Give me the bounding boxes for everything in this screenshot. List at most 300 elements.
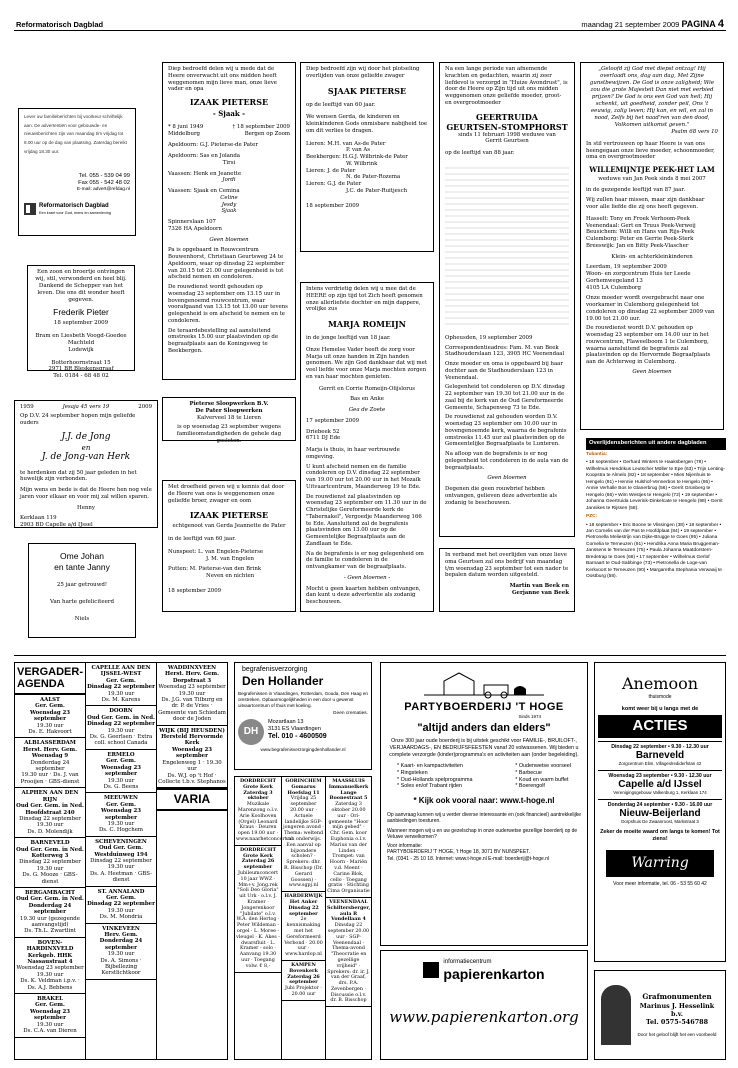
paragraph: De rouwdienst wordt gehouden op woensdag 23 september om 13.15 uur in bovengenoemd rouwcentrum, waar voorafgaand van 13.15 tot 13.00 uur tevens gelegenheid is om afscheid te nemen en te condoleren.: [168, 284, 288, 324]
address: 7326 HA Apeldoorn: [168, 225, 222, 232]
varia-title: VARIA: [157, 788, 227, 811]
varia-details: Jubi Projektor · 20.00 uur: [285, 986, 322, 997]
agenda-congregation: Herv. Gem.: [104, 932, 138, 939]
address: 4105 LA Culemborg: [586, 284, 641, 291]
agenda-speaker: Ds. A. Simons · Bijbellezing Kerstlichtkoor: [100, 957, 142, 977]
agenda-congregation: Ger. Gem.: [106, 895, 136, 901]
obituary: [580, 62, 724, 430]
papier-karton-ad: [380, 950, 588, 1060]
child-name: Frederik Pieter: [53, 307, 109, 318]
agenda-date: Donderdag 24 september: [99, 938, 143, 951]
notice-text: is op woensdag 23 september wegens familieomstandigheden de gehele dag gesloten.: [176, 424, 282, 444]
agenda-place: ERMELO: [107, 751, 135, 758]
ad-text: Wanneer mogen wij u en uw gezelschap in onze ouderwetse gezellige boerderij op de Veluwe verwelkomen?: [387, 827, 578, 840]
relative: Celine: [220, 194, 238, 201]
agenda-place: BOVEN-HARDINXVELD: [26, 939, 74, 953]
paragraph: De rouwdienst zal gehouden worden D.V. woensdag 23 september om 10.00 uur in bovengenoemde kerk, waarna de begrafenis omstreeks 11.45 uur zal plaatsvinden op de Gemeentelijke Begraafplaats te Lunteren.: [445, 414, 567, 448]
ad-text: Voor informatie:: [387, 843, 423, 850]
address: Gorhemwegeland 13: [586, 277, 643, 284]
info-box: [18, 108, 136, 236]
deceased-name: WILLEMIJNTJE PEEK-HET LAM: [589, 165, 715, 175]
varia-place: HARDERWIJK: [284, 893, 323, 900]
varia-item: [282, 892, 325, 961]
agenda-place: MEEUWEN: [104, 795, 138, 802]
signature: Gerjanne van Beek: [511, 589, 569, 596]
varia-date: Zaterdag 26 september: [287, 973, 320, 986]
text: Van harte gefeliciteerd: [50, 599, 114, 606]
agenda-congregation: Herst. Herv. Gem.: [23, 746, 77, 753]
agenda-item: [157, 663, 227, 726]
activity: * Oud-Hollands spelprogramma: [397, 776, 473, 783]
anemoon-ad: [594, 662, 726, 962]
website[interactable]: www.begrafenisverzorgingdenhollander.nl: [260, 747, 346, 753]
contact: Voor meer informatie, tel. 06 - 53 55 60 42: [613, 881, 707, 888]
agenda-time: 19.30 uur: [36, 722, 64, 729]
deceased-name: SJAAK PIETERSE: [327, 85, 407, 96]
intro: Diep bedroefd delen wij u mede dat de Heere onverwacht uit ons midden heeft weggenomen mijn lieve man, onze lieve vader en opa: [168, 66, 277, 93]
agenda-item: [15, 938, 85, 994]
slogan: komt weer bij u langs met de: [621, 706, 699, 713]
correspondence-address: Correspondentieadres: Fam. M. van Beek Stadhouderslaan 123, 3905 HC Veenendaal: [445, 344, 565, 358]
intro: Op D.V. 24 september hopen mijn geliefde ouders: [20, 412, 136, 426]
paragraph: De teraardebestelling zal aansluitend omstreeks 15.00 uur plaatsvinden op de begraafplaats aan de Koningsweg te Beekbergen.: [168, 327, 279, 354]
logo-emblem: DH: [238, 719, 264, 745]
event-item: [598, 770, 722, 796]
logo-icon: [601, 985, 631, 1045]
agenda-congregation: Oud Ger. Gem. in Ned.: [16, 896, 84, 903]
agenda-congregation: Oud Ger. Gem. in Ned.: [16, 846, 84, 853]
varia-venue: Grote Kerk: [243, 852, 273, 859]
varia-item: [235, 846, 281, 973]
website[interactable]: www.papierenkarton.org: [389, 1007, 579, 1026]
agenda-place: BRAKEL: [37, 996, 63, 1003]
relative: Lieren: M.H. van As-de Pater: [306, 140, 386, 147]
agenda-title: VERGADER-AGENDA: [15, 663, 85, 695]
varia-date: Zaterdag 26 september: [241, 858, 275, 871]
agenda-place: BERGAMBACHT: [24, 889, 76, 896]
parents: Bram en Liesbeth Voogd-Goedee: [35, 332, 127, 339]
agenda-speaker: Ds. M. Mondria: [99, 914, 143, 921]
place-date: Opheusden, 19 september 2009: [445, 334, 533, 341]
subtitle: weduwe van Jan Peek sinds 8 mei 2007: [598, 175, 706, 182]
contact: Tel. (0341 - 25 10 18. Internet: www.t-hoge.nl E-mail: boerderij@t-hoge.nl: [387, 855, 550, 862]
intro: Intens verdrietig delen wij u mee dat de HEERE op zijn tijd tot Zich heeft genomen onze allerliefste dochter en mijn dappere, vrolijke zus: [306, 286, 423, 313]
agenda-time: Dinsdag 22 september 19.30 uur: [19, 859, 81, 872]
agenda-date: Woensdag 23 september: [29, 1008, 70, 1022]
event-date: Donderdag 24 september • 9.30 - 16.00 uur: [607, 801, 713, 808]
address: Driebeek 52: [306, 428, 340, 435]
agenda-place: WADDINXVEEN: [167, 665, 217, 671]
address: 6711 DJ Ede: [306, 435, 341, 442]
varia-item: [326, 898, 371, 1007]
relative: Breeswijk: Jan en Bitty Peek-Vlascher: [586, 242, 689, 249]
phone: Tel. 010 - 4600509: [268, 733, 327, 741]
activity: * Boerengolf: [515, 783, 545, 790]
agenda-item: [15, 838, 85, 888]
signature: Martin van Beek en: [509, 583, 569, 589]
date: 18 september 2009: [306, 202, 360, 209]
activity: * Koud en warm buffet: [515, 776, 569, 783]
section-title: Tubantia:: [586, 451, 608, 457]
email: E-mail: advert@refdag.nl: [76, 187, 130, 193]
relative: J. M. van Engelen: [206, 555, 254, 562]
text: 25 jaar getrouwd!: [56, 582, 108, 589]
flowers-note: - Geen bloemen -: [343, 574, 391, 581]
event-address: Zorgcentrum Elim, Villageslrediderfstan 42: [618, 761, 702, 767]
agenda-place: BARNEVELD: [30, 840, 70, 847]
website-link[interactable]: * Kijk ook vooral naar: www.t-hoge.nl: [413, 796, 555, 806]
title: en tante Janny: [54, 561, 110, 572]
activity: * Soles en/of Trabant rijden: [397, 783, 463, 790]
obituary-overview: [586, 438, 726, 612]
family-placeholder: [445, 163, 569, 329]
agenda-date: Donderdag 24 september: [28, 902, 72, 916]
paragraph: Na afloop van de begrafenis is er nog gelegenheid tot condoleren in de aula van de begraafplaats.: [445, 451, 569, 471]
varia-place: MAASSLUIS: [332, 778, 365, 784]
brand-sub: thuismode: [648, 694, 672, 700]
since: Sinds 1974: [518, 714, 541, 720]
phone: Tel. 0184 - 68 48 02: [53, 373, 109, 380]
ad-label: informatiecentrum: [443, 959, 492, 965]
paragraph: Pa is opgebaard in Rouwcentrum Bouwenhorst, Christiaan Geurtsweg 24 te Apeldoorn, waar op dinsdag 22 september van 20.15 tot 21.00 uur gelegenheid is tot afscheid nemen en condoleren.: [168, 247, 285, 281]
agenda-time: 19.30 uur: [107, 727, 135, 734]
intro: Na een lange periode van afnemende krachten en gedachten, waarin zij zeer liefdevol is verzorgd in "Huize Avondrust", is door de Heere op Zijn tijd uit ons midden weggenomen onze geliefde moeder, groot- en overgrootmoeder: [445, 66, 568, 106]
birth-date: * 8 juni 1949: [168, 123, 204, 130]
age: op de leeftijd van 88 jaar.: [445, 150, 515, 156]
paragraph: Onze moeder en oma is opgebaard bij haar dochter aan de Stadhouderslaan 123 in Veenendaal.: [445, 361, 563, 381]
agenda-place: CAPELLE AAN DEN IJSSEL-WEST: [91, 665, 151, 678]
address: Woon- en zorgcentrum Huis ter Leede: [586, 271, 691, 278]
overview-title: Overlijdensberichten uit andere dagbladen: [586, 438, 726, 450]
address: 3131 ES Vlaardingen: [268, 726, 321, 733]
family-list: [445, 163, 569, 329]
agenda-place: WIJK (BIJ HEUSDEN): [159, 727, 225, 734]
varia-col-1: [235, 777, 293, 1059]
place-date: Leerdam, 19 september 2009: [586, 264, 667, 271]
varia-item: [326, 777, 371, 898]
agenda-time: Dinsdag 22 september 19.30 uur: [90, 857, 152, 871]
actions-title: ACTIES: [598, 715, 722, 738]
varia-date: Hoefslag 11: [287, 789, 320, 796]
paragraph: De rouwdienst wordt D.V. gehouden op woensdag 23 september om 14.00 uur in het rouwcentrum, Flaweelboom 1 te Culemborg, waarna aansluitend de begrafenis zal plaatsvinden op de Hervormde Begraafplaats aan de Achterweg in Culemborg.: [586, 325, 711, 366]
agenda-date: Woensdag 23 september: [100, 764, 141, 778]
event-place: Nieuw-Beijerland: [619, 808, 701, 820]
agenda-congregation: Ger. Gem.: [106, 801, 136, 808]
title: Ome Johan: [60, 551, 104, 561]
relative: Culemborg: Peter en Gerrie Peek-Sterk: [586, 236, 694, 243]
agenda-place: VINKEVEEN: [102, 925, 140, 932]
agenda-item: [86, 887, 156, 924]
agenda-congregation: Kerkgeb. HHK: [27, 952, 73, 959]
event-address: Dorpshuis De Zwaanroost, Markstraat 3: [621, 819, 699, 825]
agenda-congregation: Hersteld Hervormde Kerk: [161, 734, 223, 747]
varia-date: Dinsdag 22 september: [288, 904, 319, 917]
varia-item: [235, 777, 293, 846]
agenda-item: [15, 788, 85, 838]
relative: J.C. de Pater-Ruitjesch: [346, 187, 408, 194]
agenda-congregation: Herst. Herv. Gem.: [165, 671, 219, 678]
agenda-col-1: [15, 663, 85, 1059]
varia-items: [282, 777, 325, 1001]
signature: Niels: [74, 616, 90, 622]
activity: * Barbecue: [515, 769, 542, 776]
address: 2903 BD Capelle a/d IJssel: [20, 522, 93, 528]
event-item: [598, 799, 722, 825]
agenda-date: Dinsdag 22 september: [87, 901, 155, 908]
agenda-date: Dorpstraat 3: [172, 677, 212, 684]
relative: Lieren: J. de Pater: [306, 167, 356, 174]
info-text: Lever uw familieberichten bij voorkeur schriftelijk aan. De advertentiën voor gebouwde- en nieuwsberichten zijn van maandag t/m vrijdag tot 8.00 uur op de dag van plaatsing. Zaterdag bereikt vrijdag 18.30 uur.: [24, 114, 127, 154]
business-notice: [439, 548, 575, 612]
relative: Neven en nichten: [206, 573, 255, 579]
intro: Met droefheid geven wij u kennis dat door de Heere van ons is weggenomen onze geliefde broer, zwager en oom: [168, 484, 285, 504]
year: 2009: [138, 404, 152, 410]
agenda-time: 19.30 uur: [107, 777, 135, 784]
paragraph: Degenen die geen rouwbrief hebben ontvangen, gelieven deze advertentie als zodanig te beschouwen.: [445, 486, 558, 506]
address: Kalverveel 18 te Lieren: [196, 414, 262, 421]
overview-text: • 18 september • Eric Boone te Vlissingen (38) • 18 september • Jan Cornelis van der Pas te Hoofdplaat (84) • 19 september • Pietronella Meliestrijn van Dijke-Brugge te Goes (95) • Juliana Cornelia te Terneuzen (91) • Hendrika Anna Maria Bruggeman-Janssens te Terneuzen (75) • Paula Johanna Maatdorstern-Bredetrap te Goes (68) • 17 september • Wilhelmus Gerlof Barnaart te Oud-Sabbinge (73) • Pietronella de Loge-van Kerkvoort te Terneuzen (90) • Margaretha Stephania Verwaaij te Oostburg (58).: [586, 522, 722, 580]
varia-venue: Grote Kerk: [243, 783, 273, 790]
deceased-name: IZAAK PIETERSE: [189, 97, 269, 107]
party-farm-ad: [380, 662, 588, 946]
relative: Apeldoorn: Sas en Jolanda: [168, 153, 241, 159]
sibling: Machteld: [67, 339, 95, 346]
relative: Beekbergen: H.G.J. Wilbrink-de Pater: [306, 154, 408, 160]
varia-venue: Schiltersberger, aula R: [327, 904, 371, 917]
varia-place: DORDRECHT: [239, 846, 277, 853]
agenda-speaker: Ds. K. Veldman i.p.v. · Ds. A.J. Bebbens: [20, 978, 80, 991]
slogan: Door het geloof blijft het een voorbeeld: [637, 1031, 717, 1037]
relative: Sjaak: [221, 208, 237, 215]
newspaper-logo: [24, 203, 130, 215]
varia-place: DORDRECHT: [239, 778, 277, 784]
flowers-note: Geen bloemen: [209, 236, 249, 243]
notice-text: In verband met het overlijden van onze lieve oma Geurtsen zal ons bedrijf van maandag t/m woensdag 23 september tot een nader te bepalen datum worden uitgesteld.: [445, 552, 569, 579]
varia-venue: Immanuelkerk: [328, 783, 369, 790]
page-label: PAGINA: [681, 19, 716, 29]
subtitle: sinds 11 februari 1998 weduwe van: [458, 131, 556, 138]
agenda-speaker: Ds. C. Hogchem: [98, 827, 144, 834]
varia-venue: Gomarus: [291, 783, 316, 790]
agenda-time: Woensdag 23 september 19.30 uur: [158, 684, 226, 697]
flowers-note: Geen bloemen: [632, 368, 672, 375]
agenda-place: ST. ANNALAND: [97, 888, 145, 895]
relative: Putten: M. Pieterse-van den Brink: [168, 566, 262, 573]
address: Mozartlaan 13: [268, 719, 304, 726]
event-date: Woensdag 23 september • 9.30 - 12.30 uur: [608, 772, 712, 779]
agenda-item: [86, 837, 156, 887]
relative: Vaassen: Sjaak en Cemina: [168, 188, 240, 194]
signature: Henny: [77, 504, 95, 511]
ad-text: Zeker de moeite waard om langs te komen! Tot ziens!: [600, 828, 720, 843]
agenda-time: 19.30 uur: [107, 907, 135, 914]
agenda-date: Dinsdag 22 september: [87, 684, 155, 691]
ad-name: Den Hollander: [242, 673, 324, 688]
age: in de jonge leeftijd van 18 jaar.: [306, 335, 391, 341]
varia-details: Jubileumconcert 10 jaar WWZ · Mm+v. Jong.rek "Soli Deo Gloria" uit Urk · o.l.v. J. Kramer · Jongerenkoor "Jubilate" o.l.v. W.A. den Hertog · Peter Wildeman - orgel · L. Moree - vleugel · K. Akes - dwarsfluit · L. Kramer - solo · Aanvang 19.30 uur · Toegang volw. € 8,-: [236, 870, 280, 969]
event-place: Barneveld: [635, 750, 685, 762]
event-place: Capelle a/d IJssel: [618, 779, 702, 791]
flowers-note: Geen bloemen: [487, 475, 527, 482]
relative: Apeldoorn: G.J. Pieterse-de Pater: [168, 142, 258, 149]
conjunction: en: [81, 443, 91, 452]
gravestone-ad: [594, 970, 726, 1060]
phone: Tel. 0575-546788: [645, 1017, 709, 1026]
agenda-speaker: Ds. D. Molendijk: [27, 828, 73, 835]
birth-date: 18 september 2009: [53, 320, 109, 326]
varia-item: [282, 777, 325, 892]
agenda-speaker: Ds. M. Karens: [101, 697, 141, 704]
fax: Fax 055 - 542 48 02: [78, 179, 130, 186]
agenda-item: [15, 888, 85, 938]
date: 18 september 2009: [168, 587, 222, 594]
relative: Gea de Zoete: [348, 407, 386, 413]
agenda-time: 19.30 uur: [107, 690, 135, 697]
agenda-congregation: Oud Ger. Gem. in Ned.: [87, 714, 155, 721]
varia-details: Zaterdag 3 oktober 20.00 uur · Ori-gemeente "Hoor mijn gebed" · Chr. Gem. koor Euphonia o.l.v. Marius van der Linden · Trompet: van Hoorn · Mariën v.d. Meent · Carine Blok, cello · Toegang gratis · Stichting Cima Organisatie: [327, 802, 370, 895]
agenda-list: [86, 663, 156, 980]
agenda-item: [15, 695, 85, 738]
text: te herdenken dat zij 50 jaar geleden in het huwelijk zijn verbonden.: [20, 469, 137, 483]
brand-logo: Warring: [606, 850, 714, 878]
address: 2971 BR Bleskensgraaf: [48, 366, 114, 373]
agenda-place: ALBLASSERDAM: [24, 740, 76, 747]
subtitle: Gerrit Geurtsen: [485, 138, 529, 145]
deceased-name: MARJA ROMEIJN: [328, 319, 406, 329]
section-title: PZC:: [586, 514, 598, 520]
varia-venue: Bovenkerk: [289, 967, 318, 974]
psalm-ref: Psalm 68 vers 10: [671, 129, 718, 136]
birth-announcement: [27, 265, 135, 380]
logo-icon: [24, 203, 36, 215]
death-place: Bergen op Zoom: [244, 130, 290, 137]
agenda-congregation: Ger. Gem.: [35, 703, 65, 710]
agenda-date: Kotterweg 3: [31, 852, 69, 859]
company-name: Pieterse Sloopwerken B.V.: [189, 401, 269, 407]
agenda-col-2: [85, 663, 156, 1059]
varia-place: KAMPEN: [291, 961, 316, 968]
agenda-date: Woensdag 9: [31, 753, 69, 760]
agenda-time: Woensdag 23 september 19.30 uur: [16, 965, 84, 978]
agenda-date: Woensdag 23 september: [29, 709, 70, 723]
paragraph: We wensen Gerda, de kinderen en kleinkinderen Gods onmisbare nabijheid toe om dit verlies te dragen.: [306, 114, 428, 134]
ad-name: Marinus J. Hesselink b.v.: [639, 1001, 715, 1018]
paragraph: Marja is thuis, in haar vertrouwde omgeving.: [306, 447, 400, 460]
relative: Gerrit en Corrie Romeijn-Olijslorus: [318, 385, 416, 392]
paragraph: Wij zullen haar missen, maar zijn dankbaar voor alle liefde die zij ons heeft gegeven.: [586, 197, 705, 211]
relative: Beusichem: Willi en Hans van Rijs-Peek: [586, 229, 695, 236]
anniversary-notice: [28, 543, 136, 638]
agenda-item: [86, 793, 156, 836]
nickname: - Sjaak -: [212, 109, 246, 118]
deceased-name: GEURTSEN-STOMPHORST: [446, 121, 568, 132]
event-address: Verenigingsgebouw Valkenburg 1, Kerklaan 174: [613, 790, 707, 796]
varia-place: VEENENDAAL: [329, 898, 368, 905]
deceased-name: IZAAK PIETERSE: [189, 510, 269, 521]
agenda-date: Westduinweg 194: [94, 851, 148, 858]
activity: * Kaart- en kampactiviteiten: [397, 763, 463, 770]
relative: Hasselt: Tony en Froek Verhoom-Peek: [586, 215, 690, 222]
relative: W. Wilbrink: [346, 160, 378, 167]
relative: Lieren: G.J. de Pater: [306, 181, 362, 187]
company-name: De Pater Sloopwerken: [195, 407, 263, 414]
newspaper-name: Reformatorisch Dagblad: [16, 20, 104, 29]
agenda-time: 19.30 uur: [36, 1021, 64, 1028]
address: Botterhoornstraat 15: [51, 359, 111, 366]
relative: Jordi: [222, 177, 236, 184]
agenda-item: [86, 750, 156, 793]
relative: N. de Pater-Rozema: [346, 174, 401, 181]
agenda-speaker: Ds. G. Mooze · GBS-dienst: [22, 872, 78, 885]
agenda-speaker: Ds. A. Heetman · GBS-dienst: [89, 870, 152, 884]
relative: P. van As: [346, 147, 371, 154]
varia-details: Muzikale Marenzong o.l.v. Arie Koolhoven (Orgel) Leonard Kraus · Deuren open 19.00 uur · www.naarhetconcert.nl: [236, 802, 293, 842]
agenda-date: Hoofdstraat 240: [25, 809, 75, 816]
farm-illustration-icon: [424, 667, 544, 697]
varia-place: GORINCHEM: [285, 778, 322, 784]
section-divider: [14, 655, 726, 656]
tel: Tel. 055 - 539 04 99: [78, 172, 130, 179]
bible-verse: Jesaja 45 vers 19: [62, 404, 110, 410]
agenda-place: SCHEVENINGEN: [95, 838, 147, 845]
ad-name: papierenkarton: [443, 965, 545, 982]
agenda-congregation: Ger. Gem.: [106, 677, 136, 684]
logo-text: Reformatorisch Dagblad: [39, 203, 109, 210]
agenda-item: [86, 706, 156, 749]
paragraph: Onze Hemelse Vader heeft de zorg voor Marja uit onze handen in Zijn handen genomen. We zijn God dankbaar dat wij met veel liefde voor onze Marja mochten zorgen en van haar mochten genieten.: [306, 346, 428, 380]
relative: Vaassen: Henk en Jeanette: [168, 170, 242, 177]
paragraph: Na de begrafenis is er nog gelegenheid om de familie te condoleren in de ontvangkamer van de begraafplaats.: [306, 550, 424, 570]
agenda-speaker: 19.30 uur · Ds. J. van Prooijen · GBS-dienst: [20, 772, 80, 785]
varia-item: [282, 961, 325, 1001]
agenda-list: [157, 663, 227, 788]
age: in de leeftijd van 60 jaar.: [168, 536, 236, 542]
agenda-congregation: Ger. Gem.: [106, 758, 136, 765]
obituary: [300, 282, 434, 612]
agenda-date: Nassaustraat 4: [27, 959, 73, 966]
activity: * Ringsteken: [397, 769, 428, 776]
varia-details: Dinsdag 22 september 20.00 uur · SGP-Veenendaal · Thema-avond "Theocratie en gezellige vrijheid" · Sprekers: dr. ir. J. van der Graaf, drs. P.A. Zevenbergen · Discussie o.l.v. dr. B. Bisschop: [327, 923, 370, 1004]
agenda-speaker: Ds. E. Hakvoort: [28, 729, 72, 736]
relative: Bas en Anke: [350, 396, 384, 403]
varia-col-3: [325, 777, 371, 1059]
agenda-time: 19.30 uur: [107, 820, 135, 827]
anniversary-announcement: [14, 400, 158, 528]
age: in de gezegende leeftijd van 87 jaar.: [586, 186, 686, 193]
paragraph: Gelegenheid tot condoleren op D.V. dinsdag 22 september van 19.30 tot 21.00 uur in de zaal bij de kerk van de Oud Gereformeerde Gemeente, Schapenweg 73 te Ede.: [445, 384, 565, 411]
obituary: [162, 480, 296, 612]
agenda-col-3: [156, 663, 227, 1059]
agenda-speaker: Ds. W.J. op 't Hof · Collecte t.b.v. Stephanos: [158, 772, 226, 785]
agenda-date: Woensdag 23 september: [100, 808, 141, 821]
varia-date: Vondellaan 4: [331, 916, 366, 923]
year: 1959: [20, 404, 34, 410]
agenda-time: 19.30 uur: [107, 951, 135, 958]
agenda-congregation: Oud Ger. Gem.: [98, 845, 143, 852]
intro: Een zoon en broertje ontvingen wij, stil, verwonderd en heel blij. Dankend de Schepper van het leven. Die ons dit wonder heeft gegeven.: [35, 269, 127, 303]
paragraph: Onze moeder wordt overgebracht naar one voorkamer in Culemborg gelegenheid tot condoleren op dinsdag 22 september 2009 van 19.00 tot 21.00 uur.: [586, 295, 715, 322]
agenda-congregation: Ger. Gem.: [35, 1002, 65, 1009]
name: J. de Jong-van Herk: [41, 452, 131, 463]
agenda-item: [86, 924, 156, 980]
slogan: "altijd anders dan elders": [417, 721, 551, 734]
logo-icon: [423, 962, 439, 978]
agenda-time: Donderdag 24 september: [30, 759, 70, 773]
ad-text: Onze 300 jaar oude boerderij is bij uitstek geschikt voor FAMILIE-, BRUILOFT-, VERJAARDAGS-, EN BEDRIJFSFEESTEN vanaf 20 volwassenen. Wij bieden u complete verzorgde (kinder)programma's en activiteiten aan (onder begeleiding).: [389, 737, 579, 758]
obituary: [162, 62, 296, 380]
agenda-place: AALST: [39, 697, 61, 703]
ad-name: PARTYBOERDERIJ 'T HOGE: [404, 700, 564, 713]
